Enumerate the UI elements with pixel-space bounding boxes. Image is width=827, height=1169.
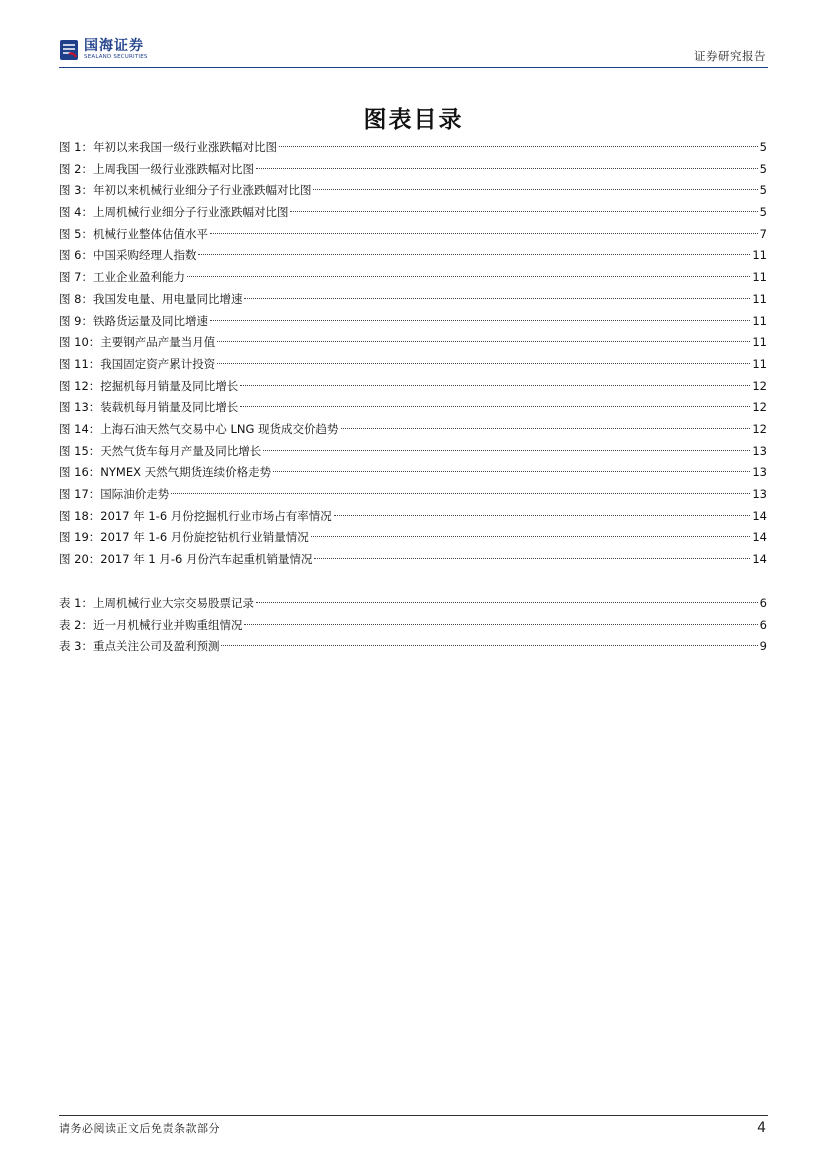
sealand-logo-icon [59,39,79,61]
company-name-en: SEALAND SECURITIES [84,54,148,60]
toc-entry-label: 图 18：2017 年 1-6 月份挖掘机行业市场占有率情况 [59,508,332,523]
dot-leader [256,602,758,603]
toc-entry[interactable] [59,289,767,311]
toc-entry-label: 图 10：主要钢产品产量当月值 [59,335,216,350]
toc-entry-page: 11 [752,270,767,285]
dot-leader [210,320,750,321]
toc-entry-page: 11 [752,356,767,371]
toc-entry-label: 表 1：上周机械行业大宗交易股票记录 [59,596,254,610]
toc-entry-label: 图 3：年初以来机械行业细分子行业涨跌幅对比图 [59,183,312,198]
toc-entry[interactable] [59,311,767,333]
toc-entry-page: 12 [752,400,767,415]
toc-entry-label: 表 2：近一月机械行业并购重组情况 [59,617,243,632]
toc-entry[interactable] [59,376,767,398]
toc-entry-page: 12 [752,378,767,393]
toc-entry[interactable] [59,527,767,549]
dot-leader [217,363,750,364]
toc-entry-label: 表 3：重点关注公司及盈利预测 [59,639,220,654]
toc-entry[interactable] [59,419,767,441]
report-type: 证券研究报告 [694,49,766,63]
toc-entry-page: 14 [752,530,767,545]
toc-entry[interactable] [59,484,767,506]
toc-entry-label: 图 14：上海石油天然气交易中心 LNG 现货成交价趋势 [59,421,339,436]
dot-leader [279,146,758,147]
toc-entry-page: 13 [752,443,767,458]
dot-leader [314,558,750,559]
dot-leader [244,624,757,625]
header-divider [59,67,768,68]
table-list [59,593,767,658]
toc-entry-page: 14 [752,508,767,523]
toc-entry-label: 图 12：挖掘机每月销量及同比增长 [59,378,239,393]
footer-divider [59,1115,768,1116]
toc-entry-label: 图 13：装载机每月销量及同比增长 [59,400,239,415]
toc-entry-page: 5 [759,161,767,176]
toc-entry-label: 图 17：国际油价走势 [59,487,170,501]
toc-entry[interactable] [59,397,767,419]
dot-leader [217,341,750,342]
toc-entry-label: 图 2：上周我国一级行业涨跌幅对比图 [59,161,254,176]
dot-leader [263,450,750,451]
toc-entry-label: 图 1：年初以来我国一级行业涨跌幅对比图 [59,140,277,154]
dot-leader [171,493,750,494]
page-title: 图表目录 [363,107,464,133]
toc-entry-page: 6 [759,596,767,610]
dot-leader [210,233,758,234]
figure-list [59,137,767,571]
toc-entry[interactable] [59,636,767,658]
toc-entry[interactable] [59,332,767,354]
dot-leader [313,189,757,190]
company-logo [59,37,148,63]
toc-entry-page: 11 [752,248,767,263]
toc-entry-label: 图 15：天然气货车每月产量及同比增长 [59,443,262,458]
dot-leader [198,254,750,255]
toc-entry[interactable] [59,462,767,484]
toc-entry-label: 图 9：铁路货运量及同比增速 [59,313,208,328]
toc-entry-page: 5 [759,205,767,220]
toc-entry-label: 图 16：NYMEX 天然气期货连续价格走势 [59,465,272,480]
toc-entry-page: 11 [752,335,767,350]
toc-entry[interactable] [59,267,767,289]
toc-entry-page: 9 [759,639,767,654]
toc-entry-label: 图 8：我国发电量、用电量同比增速 [59,291,243,306]
page-number: 4 [757,1120,766,1136]
toc-entry-label: 图 11：我国固定资产累计投资 [59,356,216,371]
dot-leader [290,211,757,212]
toc-entry-page: 13 [752,465,767,480]
company-name-cn: 国海证券 [84,38,144,54]
toc-entry[interactable] [59,137,767,159]
dot-leader [311,536,751,537]
page-header [0,0,827,70]
toc-entry[interactable] [59,593,767,615]
toc-entry-page: 14 [752,552,767,567]
dot-leader [221,645,757,646]
dot-leader [341,428,751,429]
toc-entry[interactable] [59,615,767,637]
dot-leader [256,168,758,169]
toc-entry-page: 6 [759,617,767,632]
toc-entry[interactable] [59,549,767,571]
dot-leader [334,515,751,516]
dot-leader [240,406,750,407]
toc-entry[interactable] [59,224,767,246]
toc-entry-label: 图 6：中国采购经理人指数 [59,248,197,263]
toc-entry[interactable] [59,180,767,202]
toc-entry-label: 图 5：机械行业整体估值水平 [59,226,208,241]
toc-entry-label: 图 20：2017 年 1 月-6 月份汽车起重机销量情况 [59,552,313,567]
toc-entry-page: 12 [752,421,767,436]
toc-entry-page: 5 [759,140,767,154]
dot-leader [240,385,750,386]
toc-entry-page: 11 [752,291,767,306]
toc-entry-page: 13 [752,487,767,501]
toc-entry[interactable] [59,441,767,463]
toc-entry[interactable] [59,202,767,224]
toc-entry-page: 7 [759,226,767,241]
toc-entry-page: 11 [752,313,767,328]
toc-entry-page: 5 [759,183,767,198]
dot-leader [273,471,750,472]
toc-entry-label: 图 19：2017 年 1-6 月份旋挖钻机行业销量情况 [59,530,309,545]
toc-entry-label: 图 7：工业企业盈利能力 [59,270,185,285]
toc-entry-label: 图 4：上周机械行业细分子行业涨跌幅对比图 [59,205,289,220]
toc-entry[interactable] [59,506,767,528]
toc-entry[interactable] [59,245,767,267]
dot-leader [244,298,750,299]
dot-leader [187,276,750,277]
footer-disclaimer: 请务必阅读正文后免责条款部分 [59,1122,220,1135]
toc-entry[interactable] [59,159,767,181]
toc-entry[interactable] [59,354,767,376]
